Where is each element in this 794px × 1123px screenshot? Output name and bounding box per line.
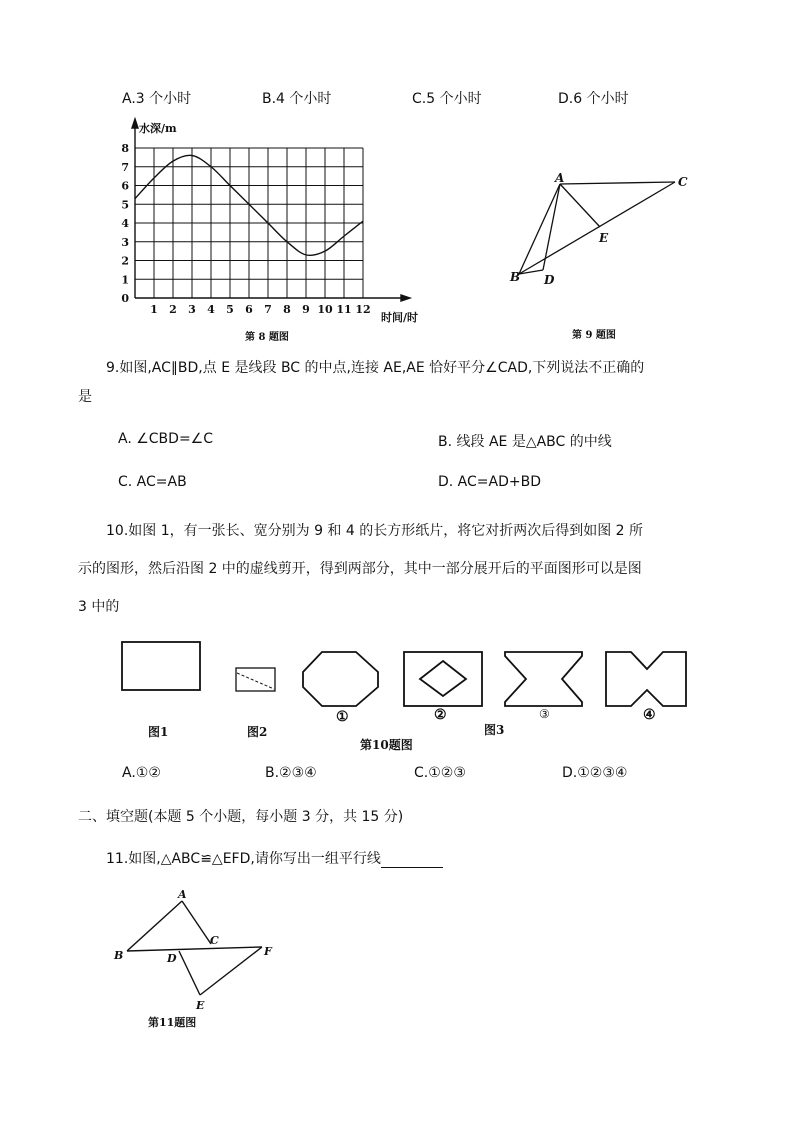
segment-ae xyxy=(560,184,600,227)
y-tick-label: 7 xyxy=(121,160,129,174)
point-c-label-fig11: C xyxy=(210,934,219,947)
q9-option-b: B. 线段 AE 是△ABC 的中线 xyxy=(438,434,612,450)
y-tick-label: 2 xyxy=(121,254,129,268)
point-b-label-fig11: B xyxy=(114,949,124,962)
q9-stem-line1: 9.如图,AC∥BD,点 E 是线段 BC 的中点,连接 AE,AE 恰好平分∠CAD,下列说法不正确的 xyxy=(106,360,645,376)
question-11-stem xyxy=(106,848,443,868)
q8-option-b: B.4 个小时 xyxy=(262,91,332,107)
fig2-label: 图2 xyxy=(247,725,268,739)
shape-3-number: ③ xyxy=(539,707,550,721)
segment-ac xyxy=(560,182,675,184)
y-tick-label: 3 xyxy=(121,235,129,249)
q10-stem-line1: 10.如图 1，有一张长、宽分别为 9 和 4 的长方形纸片，将它对折两次后得到如图 2 所 xyxy=(106,523,644,539)
x-tick-label: 6 xyxy=(245,303,253,316)
x-tick-label: 11 xyxy=(336,303,352,316)
y-tick-label: 5 xyxy=(121,198,129,212)
point-f-label-fig11: F xyxy=(264,945,272,958)
q10-stem-line3: 3 中的 xyxy=(78,599,120,615)
point-c-label: C xyxy=(678,175,688,189)
x-tick-label: 5 xyxy=(226,303,234,316)
shape-2-number: ② xyxy=(434,707,447,723)
fig2-rectangle xyxy=(236,668,275,691)
fig3-shape-1 xyxy=(303,652,378,706)
q10-option-a: A.①② xyxy=(122,765,161,781)
x-tick-label: 4 xyxy=(207,303,215,316)
y-tick-label: 1 xyxy=(121,273,129,287)
q10-option-b: B.②③④ xyxy=(265,765,317,781)
q10-option-d: D.①②③④ xyxy=(562,765,628,781)
point-e-label: E xyxy=(599,231,609,245)
q8-option-d: D.6 个小时 xyxy=(558,91,629,107)
point-a-label-fig11: A xyxy=(178,888,187,901)
figure-11-caption: 第11题图 xyxy=(148,1016,197,1029)
x-tick-label: 9 xyxy=(302,303,310,316)
y-tick-label: 0 xyxy=(121,292,129,305)
x-tick-label: 2 xyxy=(169,303,177,316)
fig3-label: 图3 xyxy=(484,723,505,737)
y-tick-label: 8 xyxy=(121,142,129,155)
y-tick-label: 4 xyxy=(121,217,129,230)
section-2-title: 二、填空题(本题 5 个小题，每小题 3 分，共 15 分) xyxy=(78,809,404,825)
x-tick-label: 10 xyxy=(317,303,333,316)
water-depth-chart xyxy=(105,115,425,350)
shape-1-number: ① xyxy=(336,709,349,725)
segment-bc xyxy=(519,182,675,274)
question-10-stem xyxy=(78,512,738,626)
q9-option-d: D. AC=AD+BD xyxy=(438,474,541,490)
figure-10-caption: 第10题图 xyxy=(360,738,413,752)
x-tick-label: 1 xyxy=(150,303,158,316)
fig1-rectangle xyxy=(122,642,200,690)
q10-option-c: C.①②③ xyxy=(414,765,466,781)
q9-option-a: A. ∠CBD=∠C xyxy=(118,431,213,447)
shape-4-number: ④ xyxy=(643,707,656,723)
x-tick-label: 7 xyxy=(264,303,272,316)
q8-option-c: C.5 个小时 xyxy=(412,91,482,107)
q9-stem-line2: 是 xyxy=(78,389,92,405)
q9-option-c: C. AC=AB xyxy=(118,474,187,490)
fig3-shape-2-diamond xyxy=(420,661,466,696)
x-tick-label: 8 xyxy=(283,303,291,316)
point-b-label: B xyxy=(510,270,521,284)
fig2-dashed-cut xyxy=(237,673,274,689)
figure-10-diagram xyxy=(110,635,710,760)
x-tick-label: 12 xyxy=(355,303,371,316)
x-tick-label: 3 xyxy=(188,303,196,316)
q11-stem-text: 11.如图,△ABC≌△EFD,请你写出一组平行线 xyxy=(106,851,381,867)
figure-9-diagram xyxy=(505,168,705,348)
point-e-label-fig11: E xyxy=(196,999,205,1012)
figure-11-diagram xyxy=(110,885,300,1035)
figure-9-caption: 第 9 题图 xyxy=(572,330,616,341)
x-axis-label: 时间/时 xyxy=(381,311,419,324)
q8-option-a: A.3 个小时 xyxy=(122,91,192,107)
segment-ad xyxy=(543,184,560,270)
y-axis-label: 水深/m xyxy=(139,122,177,135)
fig1-label: 图1 xyxy=(148,725,169,739)
question-9-stem xyxy=(78,350,728,408)
segment-ab xyxy=(519,184,560,274)
q11-answer-blank[interactable] xyxy=(381,853,443,868)
figure-8-caption: 第 8 题图 xyxy=(245,332,289,343)
q10-stem-line2: 示的图形，然后沿图 2 中的虚线剪开，得到两部分，其中一部分展开后的平面图形可以是图 xyxy=(78,561,642,577)
point-d-label-fig11: D xyxy=(167,952,177,965)
y-tick-label: 6 xyxy=(121,179,129,193)
fig3-shape-3 xyxy=(505,652,582,706)
point-a-label: A xyxy=(555,171,565,185)
fig3-shape-4 xyxy=(606,652,686,706)
point-d-label: D xyxy=(544,273,555,287)
